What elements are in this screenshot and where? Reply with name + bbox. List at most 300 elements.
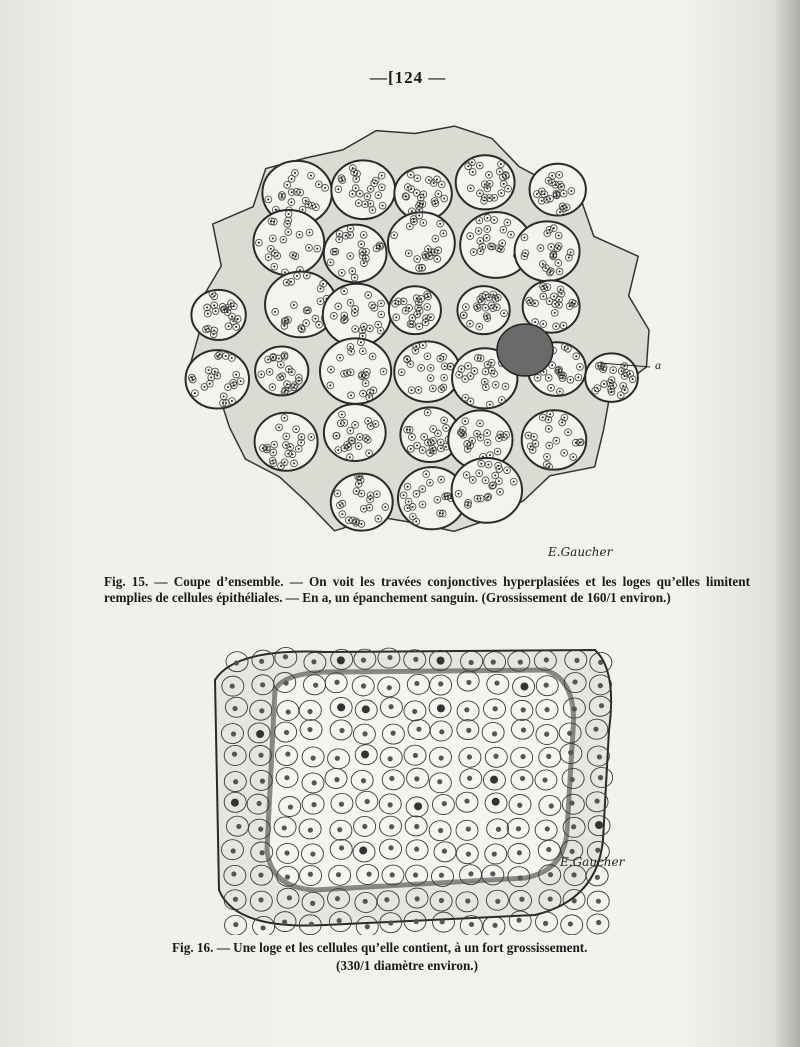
fig15-nucleus	[422, 344, 424, 346]
fig16-nucleus	[231, 871, 236, 876]
fig15-nucleus	[480, 437, 482, 439]
fig15-nucleus	[370, 188, 372, 190]
fig16-nucleus	[362, 705, 370, 713]
fig15-nucleus	[423, 436, 425, 438]
fig16-nucleus	[465, 898, 470, 903]
fig15-nucleus	[467, 165, 469, 167]
fig15-nucleus	[410, 174, 412, 176]
fig15-nucleus	[274, 311, 276, 313]
fig15-nucleus	[427, 295, 429, 297]
fig15-nucleus	[464, 397, 466, 399]
fig16-nucleus	[518, 660, 523, 665]
fig15-nucleus	[469, 235, 471, 237]
fig15-nucleus	[560, 288, 562, 290]
fig15-nucleus	[333, 315, 335, 317]
fig15-nucleus	[542, 263, 544, 265]
fig15-nucleus	[291, 191, 293, 193]
fig15-nucleus	[443, 377, 445, 379]
fig16-nucleus	[285, 874, 290, 879]
fig15-nucleus	[233, 384, 235, 386]
fig15-nucleus	[367, 439, 369, 441]
figure-16-signature	[560, 855, 624, 869]
fig16-nucleus	[517, 850, 522, 855]
fig15-nucleus	[294, 384, 296, 386]
fig15-nucleus	[373, 182, 375, 184]
fig15-nucleus	[551, 175, 553, 177]
fig15-nucleus	[420, 367, 422, 369]
fig15-nucleus	[469, 444, 471, 446]
fig16-nucleus	[288, 804, 293, 809]
fig16-nucleus	[544, 732, 549, 737]
fig15-nucleus	[214, 370, 216, 372]
fig15-nucleus	[411, 323, 413, 325]
fig16-nucleus	[236, 824, 241, 829]
fig15-nucleus	[502, 229, 504, 231]
fig15-nucleus	[485, 386, 487, 388]
fig15-nucleus	[563, 193, 565, 195]
fig15-nucleus	[432, 428, 434, 430]
fig15-nucleus	[280, 364, 282, 366]
fig15-nucleus	[416, 258, 418, 260]
fig15-nucleus	[376, 493, 378, 495]
fig15-nucleus	[407, 507, 409, 509]
fig15-nucleus	[546, 456, 548, 458]
fig15-nucleus	[231, 400, 233, 402]
fig15-nucleus	[427, 442, 429, 444]
fig16-nucleus	[438, 681, 443, 686]
fig15-nucleus	[498, 480, 500, 482]
fig15-nucleus	[380, 302, 382, 304]
fig15-nucleus	[473, 370, 475, 372]
fig15-nucleus	[350, 351, 352, 353]
fig15-nucleus	[573, 303, 575, 305]
fig16-nucleus	[337, 656, 345, 664]
fig15-nucleus	[333, 251, 335, 253]
fig15-nucleus	[269, 371, 271, 373]
fig15-nucleus	[421, 488, 423, 490]
fig16-nucleus	[517, 803, 522, 808]
fig15-nucleus	[440, 441, 442, 443]
fig15-nucleus	[314, 318, 316, 320]
fig15-nucleus	[513, 481, 515, 483]
fig16-nucleus	[542, 777, 547, 782]
fig16-nucleus	[287, 895, 292, 900]
fig16-nucleus	[415, 896, 420, 901]
fig15-nucleus	[437, 432, 439, 434]
fig15-nucleus	[293, 304, 295, 306]
fig16-nucleus	[389, 776, 394, 781]
fig15-nucleus	[500, 192, 502, 194]
fig15-nucleus	[495, 384, 497, 386]
fig15-nucleus	[336, 492, 338, 494]
fig15-nucleus	[609, 382, 611, 384]
fig15-nucleus	[505, 174, 507, 176]
fig16-nucleus	[567, 731, 572, 736]
fig15-nucleus	[434, 238, 436, 240]
figure-15-label-a: a	[655, 358, 661, 372]
fig15-nucleus	[361, 374, 363, 376]
fig16-nucleus	[570, 777, 575, 782]
fig15-nucleus	[558, 174, 560, 176]
fig16-nucleus	[310, 901, 315, 906]
fig15-nucleus	[562, 375, 564, 377]
fig15-nucleus	[542, 295, 544, 297]
fig15-nucleus	[553, 227, 555, 229]
fig15-nucleus	[415, 521, 417, 523]
fig16-nucleus	[467, 754, 472, 759]
fig16-nucleus	[469, 922, 474, 927]
fig15-nucleus	[408, 307, 410, 309]
fig16-nucleus	[595, 848, 600, 853]
fig15-hemorrhage	[497, 324, 553, 376]
fig15-nucleus	[350, 302, 352, 304]
fig16-nucleus	[521, 727, 526, 732]
fig15-nucleus	[380, 330, 382, 332]
fig15-nucleus	[352, 193, 354, 195]
fig15-nucleus	[577, 376, 579, 378]
fig16-nucleus	[599, 703, 604, 708]
fig15-nucleus	[466, 474, 468, 476]
fig15-nucleus	[485, 479, 487, 481]
fig15-nucleus	[488, 174, 490, 176]
figure-15-caption: Fig. 15. — Coupe d’ensemble. — On voit les travées conjonctives hyperplasiées et les loges qu’elles limitent remplies de cellules épithéliales. — En a, un épanchement sanguin. (Grossissement de 160/1 environ.)	[104, 574, 750, 605]
fig15-nucleus	[372, 389, 374, 391]
fig16-nucleus	[361, 658, 366, 663]
fig15-nucleus	[490, 304, 492, 306]
fig15-nucleus	[545, 267, 547, 269]
fig15-nucleus	[430, 367, 432, 369]
fig15-nucleus	[479, 422, 481, 424]
figure-15-illustration	[180, 105, 650, 570]
fig15-nucleus	[504, 385, 506, 387]
fig16-nucleus	[260, 779, 265, 784]
fig15-nucleus	[270, 248, 272, 250]
fig15-nucleus	[357, 475, 359, 477]
fig15-nucleus	[548, 377, 550, 379]
fig15-nucleus	[563, 417, 565, 419]
fig16-nucleus	[595, 821, 603, 829]
fig15-lobule	[456, 155, 515, 209]
fig15-lobule	[324, 404, 386, 461]
fig15-nucleus	[368, 452, 370, 454]
fig16-nucleus	[439, 898, 444, 903]
fig15-nucleus	[286, 383, 288, 385]
fig15-nucleus	[436, 499, 438, 501]
fig15-nucleus	[354, 277, 356, 279]
fig15-nucleus	[274, 252, 276, 254]
fig15-nucleus	[476, 305, 478, 307]
fig15-nucleus	[311, 205, 313, 207]
fig16-nucleus	[438, 828, 443, 833]
fig16-nucleus	[596, 920, 601, 925]
fig15-nucleus	[567, 431, 569, 433]
fig15-nucleus	[503, 312, 505, 314]
fig15-nucleus	[413, 221, 415, 223]
fig15-nucleus	[436, 178, 438, 180]
fig16-nucleus	[231, 848, 236, 853]
fig15-nucleus	[554, 184, 556, 186]
fig15-nucleus	[622, 385, 624, 387]
fig16-nucleus	[597, 754, 602, 759]
fig16-nucleus	[260, 850, 265, 855]
fig16-nucleus	[572, 706, 577, 711]
fig16-nucleus	[544, 683, 549, 688]
fig16-nucleus	[598, 775, 603, 780]
fig15-nucleus	[408, 501, 410, 503]
fig16-nucleus	[491, 660, 496, 665]
fig16-nucleus	[388, 920, 393, 925]
fig16-nucleus	[257, 801, 262, 806]
fig15-nucleus	[416, 177, 418, 179]
fig15-nucleus	[339, 233, 341, 235]
fig16-nucleus	[437, 779, 442, 784]
fig15-nucleus	[439, 512, 441, 514]
fig15-nucleus	[603, 366, 605, 368]
fig16-nucleus	[313, 683, 318, 688]
fig16-nucleus	[310, 851, 315, 856]
fig15-nucleus	[412, 516, 414, 518]
fig15-nucleus	[298, 234, 300, 236]
fig15-nucleus	[632, 378, 634, 380]
fig16-nucleus	[311, 659, 316, 664]
fig15-nucleus	[290, 201, 292, 203]
fig15-nucleus	[384, 506, 386, 508]
fig15-nucleus	[491, 485, 493, 487]
fig16-nucleus	[234, 660, 239, 665]
fig15-nucleus	[542, 371, 544, 373]
fig15-nucleus	[556, 247, 558, 249]
fig16-nucleus	[493, 706, 498, 711]
fig15-nucleus	[506, 469, 508, 471]
fig15-nucleus	[285, 444, 287, 446]
fig15-nucleus	[479, 240, 481, 242]
fig15-nucleus	[471, 440, 473, 442]
fig16-septum	[267, 670, 573, 890]
fig16-nucleus	[258, 753, 263, 758]
fig15-nucleus	[363, 508, 365, 510]
fig15-nucleus	[209, 383, 211, 385]
fig15-nucleus	[467, 502, 469, 504]
fig15-nucleus	[283, 417, 285, 419]
fig15-nucleus	[283, 391, 285, 393]
fig15-nucleus	[354, 328, 356, 330]
fig15-nucleus	[349, 346, 351, 348]
fig16-nucleus	[593, 727, 598, 732]
fig16-nucleus	[365, 799, 370, 804]
fig15-nucleus	[428, 179, 430, 181]
fig15-nucleus	[489, 404, 491, 406]
fig15-nucleus	[440, 479, 442, 481]
fig15-nucleus	[406, 359, 408, 361]
fig15-nucleus	[285, 435, 287, 437]
fig16-nucleus	[414, 847, 419, 852]
fig15-nucleus	[444, 495, 446, 497]
fig15-nucleus	[266, 448, 268, 450]
fig15-nucleus	[547, 419, 549, 421]
fig15-nucleus	[624, 375, 626, 377]
fig15-nucleus	[527, 434, 529, 436]
fig16-nucleus	[282, 825, 287, 830]
fig16-nucleus	[548, 896, 553, 901]
fig15-nucleus	[341, 272, 343, 274]
fig15-nucleus	[422, 222, 424, 224]
fig16-nucleus	[439, 729, 444, 734]
fig15-nucleus	[298, 380, 300, 382]
fig15-nucleus	[541, 200, 543, 202]
fig16-nucleus	[231, 731, 236, 736]
fig15-nucleus	[330, 369, 332, 371]
fig15-nucleus	[300, 441, 302, 443]
figure-16-signature-text: E.Gaucher	[560, 855, 625, 869]
fig15-nucleus	[366, 195, 368, 197]
fig15-nucleus	[572, 456, 574, 458]
fig15-nucleus	[602, 368, 604, 370]
fig15-nucleus	[424, 254, 426, 256]
fig15-nucleus	[549, 413, 551, 415]
fig15-nucleus	[603, 383, 605, 385]
fig15-nucleus	[227, 325, 229, 327]
fig16-nucleus	[339, 845, 344, 850]
fig15-nucleus	[318, 183, 320, 185]
fig16-nucleus	[258, 827, 263, 832]
fig15-nucleus	[579, 366, 581, 368]
fig15-nucleus	[501, 399, 503, 401]
fig15-nucleus	[281, 375, 283, 377]
fig15-nucleus	[486, 432, 488, 434]
fig16-nucleus	[572, 898, 577, 903]
fig15-nucleus	[401, 371, 403, 373]
fig15-nucleus	[442, 386, 444, 388]
fig16-nucleus	[520, 776, 525, 781]
fig15-nucleus	[425, 473, 427, 475]
fig15-nucleus	[491, 369, 493, 371]
fig16-nucleus	[413, 753, 418, 758]
fig15-nucleus	[289, 446, 291, 448]
fig15-nucleus	[555, 440, 557, 442]
fig15-nucleus	[563, 324, 565, 326]
fig15-nucleus	[462, 434, 464, 436]
fig16-nucleus	[283, 680, 288, 685]
fig15-nucleus	[339, 357, 341, 359]
fig15-nucleus	[322, 283, 324, 285]
fig15-nucleus	[478, 326, 480, 328]
fig15-nucleus	[309, 232, 311, 234]
fig15-nucleus	[296, 275, 298, 277]
fig16-nucleus	[466, 851, 471, 856]
fig15-nucleus	[411, 436, 413, 438]
fig16-nucleus	[467, 776, 472, 781]
fig16-nucleus	[414, 824, 419, 829]
fig15-nucleus	[266, 447, 268, 449]
fig15-nucleus	[486, 228, 488, 230]
fig16-nucleus	[546, 847, 551, 852]
fig15-nucleus	[377, 194, 379, 196]
fig15-nucleus	[267, 359, 269, 361]
fig16-nucleus	[366, 872, 371, 877]
fig16-nucleus	[308, 827, 313, 832]
fig16-nucleus	[311, 802, 316, 807]
fig15-nucleus	[381, 186, 383, 188]
fig16-nucleus	[520, 754, 525, 759]
fig15-nucleus	[555, 325, 557, 327]
fig15-nucleus	[278, 357, 280, 359]
fig15-nucleus	[561, 422, 563, 424]
fig15-nucleus	[421, 267, 423, 269]
fig15-nucleus	[298, 448, 300, 450]
fig15-nucleus	[284, 354, 286, 356]
fig15-nucleus	[291, 178, 293, 180]
fig15-nucleus	[414, 350, 416, 352]
fig15-nucleus	[575, 355, 577, 357]
fig15-nucleus	[362, 393, 364, 395]
fig16-nucleus	[361, 750, 369, 758]
fig15-nucleus	[487, 442, 489, 444]
fig16-nucleus	[256, 730, 264, 738]
fig15-nucleus	[273, 266, 275, 268]
fig16-nucleus	[310, 756, 315, 761]
fig16-nucleus	[570, 849, 575, 854]
fig15-nucleus	[355, 490, 357, 492]
fig15-nucleus	[432, 440, 434, 442]
fig15-nucleus	[434, 202, 436, 204]
fig15-nucleus	[207, 313, 209, 315]
fig15-nucleus	[329, 384, 331, 386]
fig15-nucleus	[439, 358, 441, 360]
fig15-nucleus	[272, 357, 274, 359]
fig15-nucleus	[358, 202, 360, 204]
fig16-nucleus	[309, 922, 314, 927]
fig15-nucleus	[485, 307, 487, 309]
figure-15-signature-text: E.Gaucher	[548, 545, 613, 559]
fig15-nucleus	[422, 193, 424, 195]
fig15-nucleus	[415, 493, 417, 495]
fig15-nucleus	[273, 444, 275, 446]
fig15-nucleus	[487, 496, 489, 498]
fig15-nucleus	[570, 251, 572, 253]
fig16-nucleus	[388, 802, 393, 807]
fig15-nucleus	[480, 357, 482, 359]
fig15-nucleus	[283, 325, 285, 327]
fig15-nucleus	[368, 396, 370, 398]
fig15-nucleus	[355, 178, 357, 180]
page-number: —[124 —	[370, 68, 447, 87]
fig15-nucleus	[542, 323, 544, 325]
fig15-nucleus	[371, 209, 373, 211]
fig15-nucleus	[558, 371, 560, 373]
fig15-nucleus	[415, 345, 417, 347]
fig15-nucleus	[217, 355, 219, 357]
fig15-nucleus	[380, 313, 382, 315]
fig15-lobule	[394, 341, 460, 402]
figure-16-caption-line2: (330/1 diamètre environ.)	[336, 958, 478, 973]
fig16-nucleus	[493, 754, 498, 759]
fig15-nucleus	[550, 246, 552, 248]
fig16-nucleus	[464, 798, 469, 803]
fig15-nucleus	[348, 519, 350, 521]
fig16-nucleus	[258, 872, 263, 877]
fig15-nucleus	[620, 394, 622, 396]
fig15-nucleus	[360, 243, 362, 245]
fig16-nucleus	[466, 826, 471, 831]
fig15-nucleus	[395, 316, 397, 318]
fig15-nucleus	[353, 171, 355, 173]
fig15-nucleus	[272, 460, 274, 462]
fig15-nucleus	[551, 364, 553, 366]
fig16-nucleus	[440, 919, 445, 924]
fig16-nucleus	[439, 755, 444, 760]
fig15-nucleus	[523, 236, 525, 238]
fig15-nucleus	[432, 387, 434, 389]
